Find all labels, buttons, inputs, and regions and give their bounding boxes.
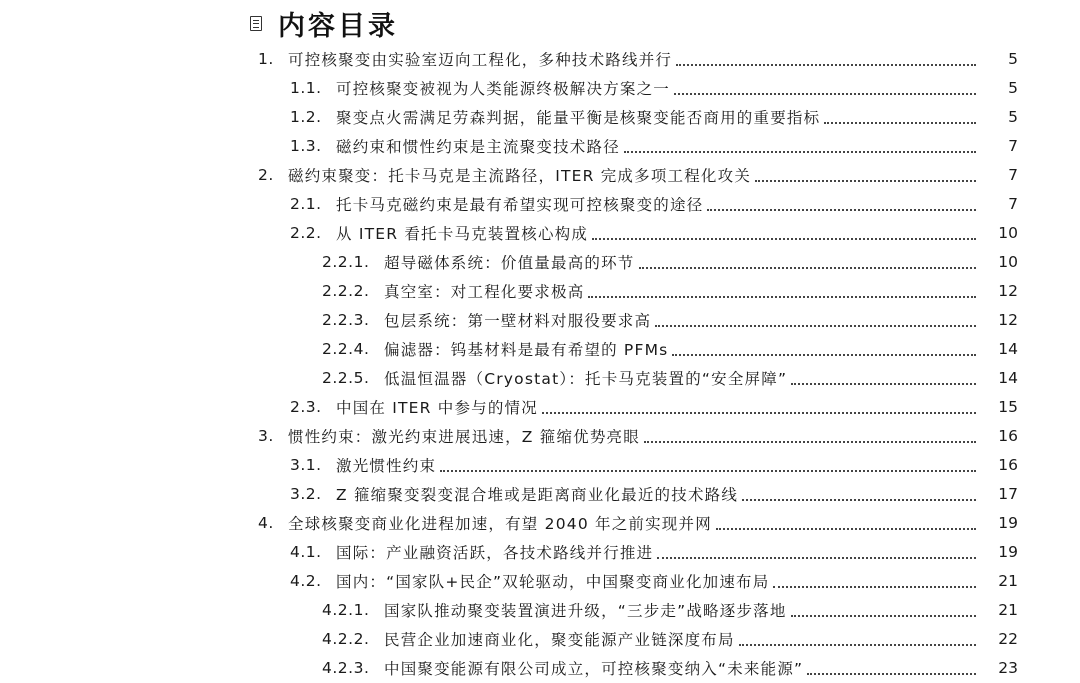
dot-leader [542,412,976,414]
toc-entry[interactable] [0,160,1080,189]
toc-entry-page: 7 [1008,136,1018,155]
toc-entry-number: 2.2.2. [322,281,370,300]
document-list-icon [250,16,262,31]
toc-entry[interactable] [0,624,1080,653]
toc-entry[interactable] [0,595,1080,624]
dot-leader [739,644,976,646]
toc-entry-title: 包层系统：第一壁材料对服役要求高 [384,311,652,330]
toc-entry-title: 从 ITER 看托卡马克装置核心构成 [336,224,589,243]
toc-entry-number: 4.2.2. [322,629,370,648]
toc-entry-page: 23 [998,658,1018,677]
dot-leader [624,151,976,153]
toc-entry-page: 5 [1008,78,1018,97]
toc-entry-number: 2.2. [290,223,322,242]
dot-leader [644,441,976,443]
toc-entry-number: 2. [258,165,274,184]
toc-entry-title: 真空室：对工程化要求极高 [384,282,585,301]
dot-leader [440,470,976,472]
toc-entry-number: 1.1. [290,78,322,97]
toc-entry[interactable] [0,566,1080,595]
toc-entry-number: 2.1. [290,194,322,213]
toc-entry[interactable] [0,508,1080,537]
dot-leader [742,499,976,501]
toc-entry-number: 2.3. [290,397,322,416]
dot-leader [592,238,976,240]
toc-entry-page: 19 [998,542,1018,561]
toc-entry-page: 12 [998,281,1018,300]
toc-entry-number: 3.2. [290,484,322,503]
dot-leader [672,354,976,356]
toc-entry-title: 民营企业加速商业化，聚变能源产业链深度布局 [384,630,735,649]
toc-entry-title: 国家队推动聚变装置演进升级，“三步走”战略逐步落地 [384,601,787,620]
toc-entry-page: 7 [1008,165,1018,184]
toc-entry-number: 3.1. [290,455,322,474]
toc-header [250,6,398,40]
toc-entry-page: 17 [998,484,1018,503]
toc-entry-number: 4.2.1. [322,600,370,619]
toc-entry-number: 2.2.5. [322,368,370,387]
dot-leader [791,615,976,617]
dot-leader [639,267,976,269]
page-title: 内容目录 [278,10,398,42]
toc-entry-title: 低温恒温器（Cryostat）：托卡马克装置的“安全屏障” [384,369,788,388]
toc-entry-page: 10 [998,252,1018,271]
toc-entry-number: 3. [258,426,274,445]
dot-leader [791,383,976,385]
toc-entry-number: 2.2.3. [322,310,370,329]
toc-entry-page: 15 [998,397,1018,416]
toc-entry[interactable] [0,247,1080,276]
toc-entry-title: 可控核聚变被视为人类能源终极解决方案之一 [336,79,671,98]
toc-entry[interactable] [0,305,1080,334]
toc-entry-number: 1. [258,49,274,68]
toc-entry-title: 惯性约束：激光约束进展迅速，Z 箍缩优势亮眼 [288,427,640,446]
dot-leader [824,122,976,124]
toc-entry-title: 国内：“国家队+民企”双轮驱动，中国聚变商业化加速布局 [336,572,770,591]
toc-entry-page: 14 [998,368,1018,387]
toc-entry-title: 偏滤器：钨基材料是最有希望的 PFMs [384,340,669,359]
toc-entry-title: 聚变点火需满足劳森判据，能量平衡是核聚变能否商用的重要指标 [336,108,821,127]
dot-leader [657,557,976,559]
toc-entry-page: 22 [998,629,1018,648]
toc-entry-page: 21 [998,571,1018,590]
toc-entry-page: 14 [998,339,1018,358]
toc-entry-page: 19 [998,513,1018,532]
toc-entry-page: 12 [998,310,1018,329]
toc-entry-number: 4. [258,513,274,532]
dot-leader [755,180,976,182]
dot-leader [588,296,976,298]
toc-entry-title: 磁约束和惯性约束是主流聚变技术路径 [336,137,620,156]
toc-entry-number: 4.1. [290,542,322,561]
toc-entry-title: 可控核聚变由实验室迈向工程化，多种技术路线并行 [288,50,673,69]
dot-leader [674,93,976,95]
toc-entry-number: 2.2.4. [322,339,370,358]
toc-entry[interactable] [0,189,1080,218]
toc-entry-page: 5 [1008,49,1018,68]
toc-entry-title: 全球核聚变商业化进程加速，有望 2040 年之前实现并网 [288,514,712,533]
toc-entry-number: 1.3. [290,136,322,155]
toc-entry-title: 超导磁体系统：价值量最高的环节 [384,253,635,272]
toc-entry[interactable] [0,392,1080,421]
toc-entry[interactable] [0,44,1080,73]
toc-entry-title: 国际：产业融资活跃，各技术路线并行推进 [336,543,654,562]
dot-leader [676,64,976,66]
toc-entry[interactable] [0,450,1080,479]
toc-entry[interactable] [0,537,1080,566]
dot-leader [707,209,976,211]
toc-entry-number: 4.2. [290,571,322,590]
toc-entry[interactable] [0,218,1080,247]
toc-entry[interactable] [0,334,1080,363]
toc-entry-page: 10 [998,223,1018,242]
toc-entry[interactable] [0,363,1080,392]
toc-entry-number: 2.2.1. [322,252,370,271]
toc-entry-title: 磁约束聚变：托卡马克是主流路径，ITER 完成多项工程化攻关 [288,166,752,185]
dot-leader [807,673,976,675]
toc-entry[interactable] [0,131,1080,160]
toc-entry-title: 中国在 ITER 中参与的情况 [336,398,538,417]
toc-entry-page: 16 [998,455,1018,474]
toc-entry-number: 1.2. [290,107,322,126]
toc-entry[interactable] [0,421,1080,450]
toc-entry[interactable] [0,653,1080,682]
dot-leader [655,325,976,327]
toc-entry[interactable] [0,276,1080,305]
dot-leader [773,586,976,588]
toc-entry[interactable] [0,102,1080,131]
toc-entry-page: 5 [1008,107,1018,126]
toc-entry-number: 4.2.3. [322,658,370,677]
toc-entry-page: 16 [998,426,1018,445]
toc-entry-title: Z 箍缩聚变裂变混合堆或是距离商业化最近的技术路线 [336,485,739,504]
toc-entry-page: 7 [1008,194,1018,213]
toc-entry[interactable] [0,479,1080,508]
toc-entry-page: 21 [998,600,1018,619]
toc-entry-title: 中国聚变能源有限公司成立，可控核聚变纳入“未来能源” [384,659,804,678]
toc-entry[interactable] [0,73,1080,102]
dot-leader [716,528,976,530]
toc-entry-title: 托卡马克磁约束是最有希望实现可控核聚变的途径 [336,195,704,214]
toc-entry-title: 激光惯性约束 [336,456,437,475]
